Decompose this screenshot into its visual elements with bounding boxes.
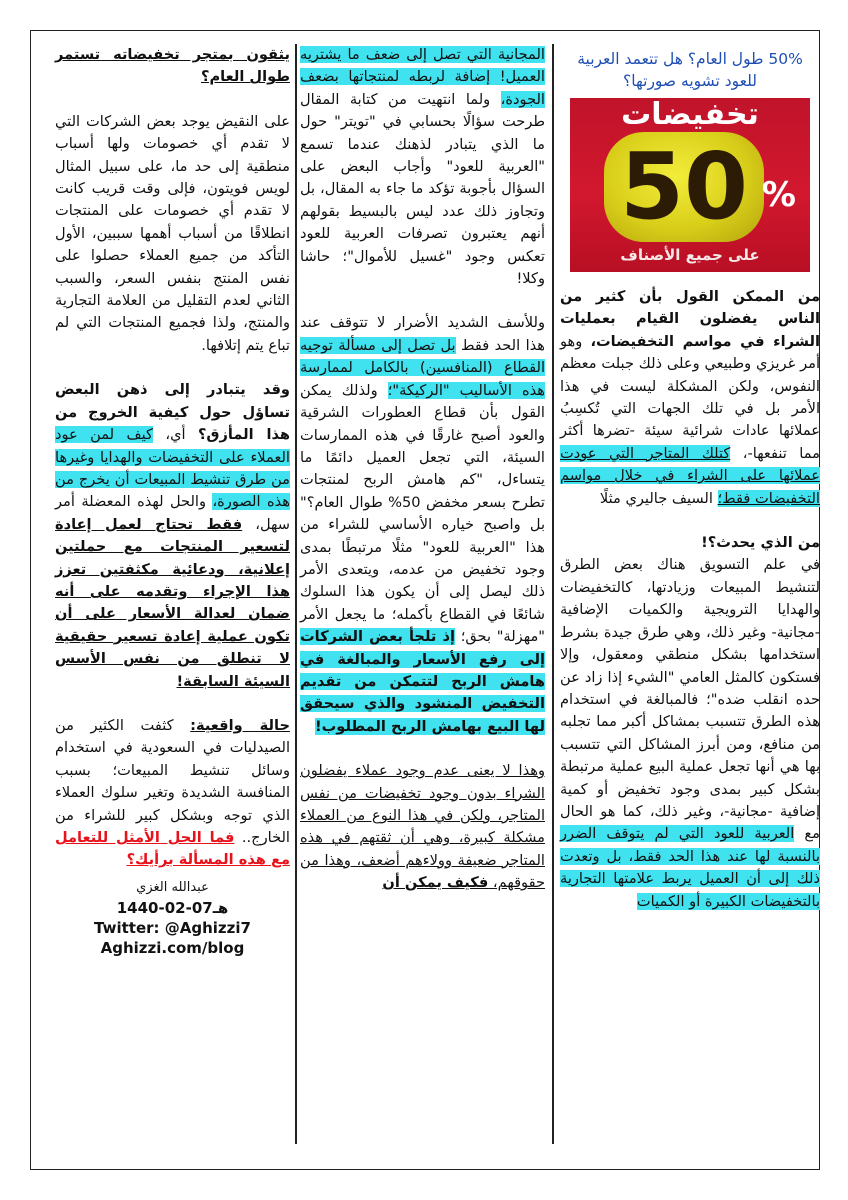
paragraph: على النقيض يوجد بعض الشركات التي لا تقدم أي خصومات ولها أسباب منطقية إلى حد ما، على سبيل المثال لويس فويتون، فإلى وقت قريب كانت لا تقدم أي خصومات على المنتجات انطلاقًا من أسباب أهمها سببين، الأول التأكد من جميع العملاء حصلوا على نفس المنتج بنفس السعر، والسبب الثاني لعدم التقليل من العلامة التجارية والمنتج، ولذا فجميع المنتجات التي لم تباع يتم إتلافها.	[55, 112, 290, 354]
paragraph	[560, 554, 820, 913]
promo-number: 50	[604, 132, 764, 242]
red-question-text: فما الحل الأمثل للتعامل مع هذه المسألة برأيك؟	[55, 829, 290, 869]
text: وللأسف الشديد الأضرار لا تتوقف عند هذا الحد فقط	[300, 314, 545, 354]
paragraph	[300, 760, 545, 894]
promo-bottom-text: على جميع الأصناف	[620, 245, 760, 264]
paragraph	[55, 379, 290, 693]
section-heading: من الذي يحدث؟!	[701, 534, 820, 552]
highlighted-text: كيف لمن عود العملاء على التخفيضات والهدايا وغيرها من طرق تنشيط المبيعات أن يخرج من هذه الصورة،	[55, 426, 290, 511]
bold-text: وقد يتبادر إلى ذهن البعض تساؤل حول كيفية الخروج من هذا المأزق؟	[55, 381, 290, 444]
underlined-text: وهذا لا يعنى عدم وجود عملاء يفضلون الشراء بدون وجود تخفيضات من نفس المتاجر، ولكن في هذا النوع من العملاء مشكلة كبيرة، وهي أن ثقتهم في هذه المتاجر ضعيفة وولاءهم أضعف، وهذا من حقوقهم،	[300, 762, 545, 892]
signature-block	[55, 878, 290, 958]
signature-date: 1440-02-07هـ	[116, 898, 229, 917]
text: ولذلك يمكن القول بأن قطاع العطورات الشرقية والعود أصبح غارقًا في هذه الممارسات السيئة، التي تجعل العميل دائمًا ما يتساءل، "كم هامش الربح لمنتجات تطرح بسعر مخفض 50% طوال العام؟" بل واصبح خياره الأساسي للشراء من هذا "العربية للعود" مثلًا مرتبطًا بمدى وجود تخفيض من عدمه، ويتعدى الأمر ذلك ليصل إلى أن يكون هذا السلوك شائعًا في القطاع بأكمله؛ ما يجعل الأمر "مهزلة" بحق؛	[300, 381, 545, 646]
column-divider-right	[552, 44, 554, 1144]
text: السيف جاليري مثلًا	[599, 489, 718, 507]
middle-column	[300, 44, 545, 895]
text: والحل لهذه المعضلة أمر سهل،	[55, 493, 290, 533]
text: أي،	[152, 426, 198, 444]
author-name: عبدالله الغزي	[136, 879, 209, 895]
right-column	[560, 44, 820, 913]
text: وهو أمر غريزي وطبيعي وعلى ذلك جبلت معظم النفوس، ولكن المشكلة ليست في هذا الأمر بل في تلك الجهات التي تُكسِبُ عملائها عادات شرائية سيئة -تضرها أكثر مما تنفعها-،	[560, 332, 820, 462]
bold-text: فكيف يمكن أن	[382, 874, 489, 892]
highlighted-text: العربية للعود التي لم يتوقف الضرر بالنسبة لها عند هذا الحد فقط، بل وتعدت ذلك إلى أن العميل يربط علامتها التجارية بالتخفيضات الكبيرة أو الكميات	[560, 825, 820, 910]
bold-text: من الممكن القول بأن كثير من الناس يفضلون القيام بعمليات الشراء في مواسم التخفيضات،	[560, 288, 821, 350]
text: ولما انتهيت من كتابة المقال طرحت سؤالًا بحسابي في "تويتر" حول ما الذي يتبادر لذهنك عندما تسمع "العربية للعود" وأجاب البعض على السؤال بأجوبة تؤكد ما جاء به المقال، بل وتجاوز ذلك عدد ليس بالبسيط بقولهم أنهم يعتبرون تصرفات العربية للعود تعكس وجود "غسيل للأموال"؛ حاشا وكلا!	[300, 90, 545, 288]
paragraph	[300, 312, 545, 738]
promo-top-text: تخفيضات	[621, 98, 759, 132]
underlined-bold-text: فقط تحتاج لعمل إعادة لتسعير المنتجات مع حملتين إعلانية، ودعائية مكثفتين تعزز هذا الإجراء وتقدمه على أنه ضمان لعدالة الأسعار على أن تكون عملية إعادة تسعير حقيقية لا تنطلق من نفس الأسس السيئة السابقة!	[55, 515, 290, 690]
left-column	[55, 44, 290, 958]
section-heading: يثقون بمتجر تخفيضاته تستمر طوال العام؟	[55, 46, 290, 86]
paragraph	[55, 715, 290, 872]
highlighted-bold-text: إذ تلجأ بعض الشركات إلى رفع الأسعار والمبالغة في هامش الربح لتتمكن من تقديم التخفيض المنشود والذي سيحقق لها البيع بهامش الربح المطلوب!	[300, 628, 545, 735]
text: في علم التسويق هناك بعض الطرق لتنشيط المبيعات وزيادتها، كالتخفيضات والهدايا الترويجية والكميات الإضافية -مجانية- وغير ذلك، وهي طرق جيدة بشرط استخدامها بشكل منطقي ومعقول، وإلا فستكون كالمثل العامي "الشيء إذا زاد عن حده انقلب ضده"؛ فالمبالغة في استخدام هذه الطرق تتسبب بمشاكل أكبر مما تجلبه من منافع، ومن أبرز المشاكل التي تتسبب بها هي أنها تجعل عملية البيع عملية مرتبطة بشكل كبير بمدى وجود تخفيض أو كمية إضافية -مجانية-، وغير ذلك، كما هو الحال مع	[560, 556, 820, 843]
promo-percent: %	[761, 175, 796, 215]
highlighted-text: كتلك المتاجر التي عودت عملائها على الشراء في خلال مواسم التخفيضات فقط؛	[560, 444, 820, 507]
paragraph	[300, 44, 545, 290]
article-title: 50% طول العام؟ هل تتعمد العربية للعود تشويه صورتها؟	[577, 50, 803, 90]
bold-text: حالة واقعية:	[190, 716, 290, 734]
highlighted-text: المجانية التي تصل إلى ضعف ما يشتريه العميل! إضافة لربطه لمنتجاتها بضعف الجودة،	[300, 46, 545, 108]
blog-link: Aghizzi.com/blog	[100, 938, 245, 957]
promo-image	[570, 98, 810, 272]
twitter-handle: Twitter: @Aghizzi7	[94, 918, 251, 937]
highlighted-text: بل تصل إلى مسألة توجيه القطاع (المنافسين) بالكامل لممارسة هذه الأساليب "الركيكة"؛	[300, 336, 545, 399]
column-divider-left	[295, 44, 297, 1144]
paragraph	[560, 286, 820, 510]
text: كثفت الكثير من الصيدليات في السعودية في استخدام وسائل تنشيط المبيعات؛ بسبب المنافسة الشديدة وتغير سلوك العملاء الذي توجه وبشكل كبير للشراء من الخارج..	[55, 716, 290, 846]
